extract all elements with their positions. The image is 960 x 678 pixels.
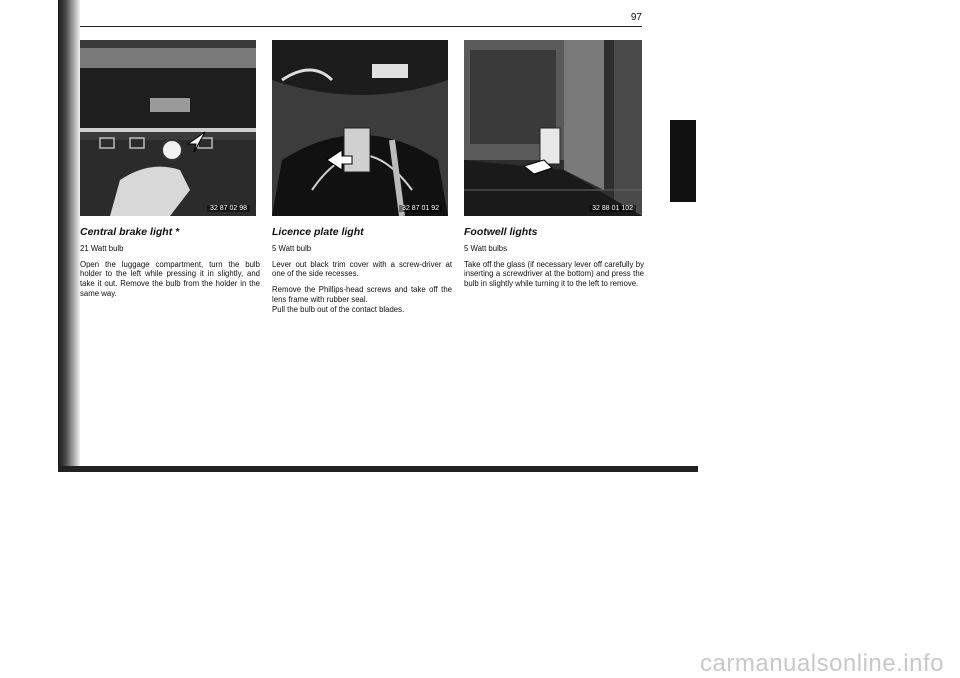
photo-code: 32 88 01 102	[589, 205, 636, 212]
instruction-text: Pull the bulb out of the contact blades.	[272, 304, 405, 314]
instruction-text: Take off the glass (if necessary lever off carefully by inserting a screwdriver at the bottom) and press the bulb in slightly while turning it to the left to remove.	[464, 259, 644, 289]
watermark	[0, 650, 960, 678]
photo-central-brake-light	[80, 40, 256, 216]
section-central-brake-light	[80, 226, 260, 305]
section-title: Licence plate light	[272, 226, 364, 238]
bulb-spec: 21 Watt bulb	[80, 244, 124, 253]
instruction-text: Lever out black trim cover with a screw-driver at one of the side recesses.	[272, 259, 452, 279]
section-licence-plate-light	[272, 226, 452, 320]
section-title: Central brake light *	[80, 226, 180, 238]
book-spine-shadow	[58, 0, 80, 470]
footer-bar	[58, 466, 698, 472]
section-title: Footwell lights	[464, 226, 538, 238]
page-number: 97	[630, 12, 642, 23]
instruction-text: Open the luggage compartment, turn the bulb holder to the left while pressing it in slightly, and take it out. Remove the bulb from the holder in the same way.	[80, 259, 260, 298]
bulb-spec: 5 Watt bulb	[272, 244, 312, 253]
instruction-text: Remove the Phillips-head screws and take off the lens frame with rubber seal.	[272, 285, 452, 304]
photo-licence-plate-light	[272, 40, 448, 216]
photo-code: 32 87 01 92	[399, 205, 442, 212]
section-thumb-tab	[670, 120, 696, 202]
section-footwell-lights	[464, 226, 644, 295]
watermark-text: carmanualsonline.info	[700, 650, 944, 677]
photo-code: 32 87 02 98	[207, 205, 250, 212]
bulb-spec: 5 Watt bulbs	[464, 244, 508, 253]
header-rule	[80, 26, 642, 27]
photo-footwell-lights	[464, 40, 642, 216]
